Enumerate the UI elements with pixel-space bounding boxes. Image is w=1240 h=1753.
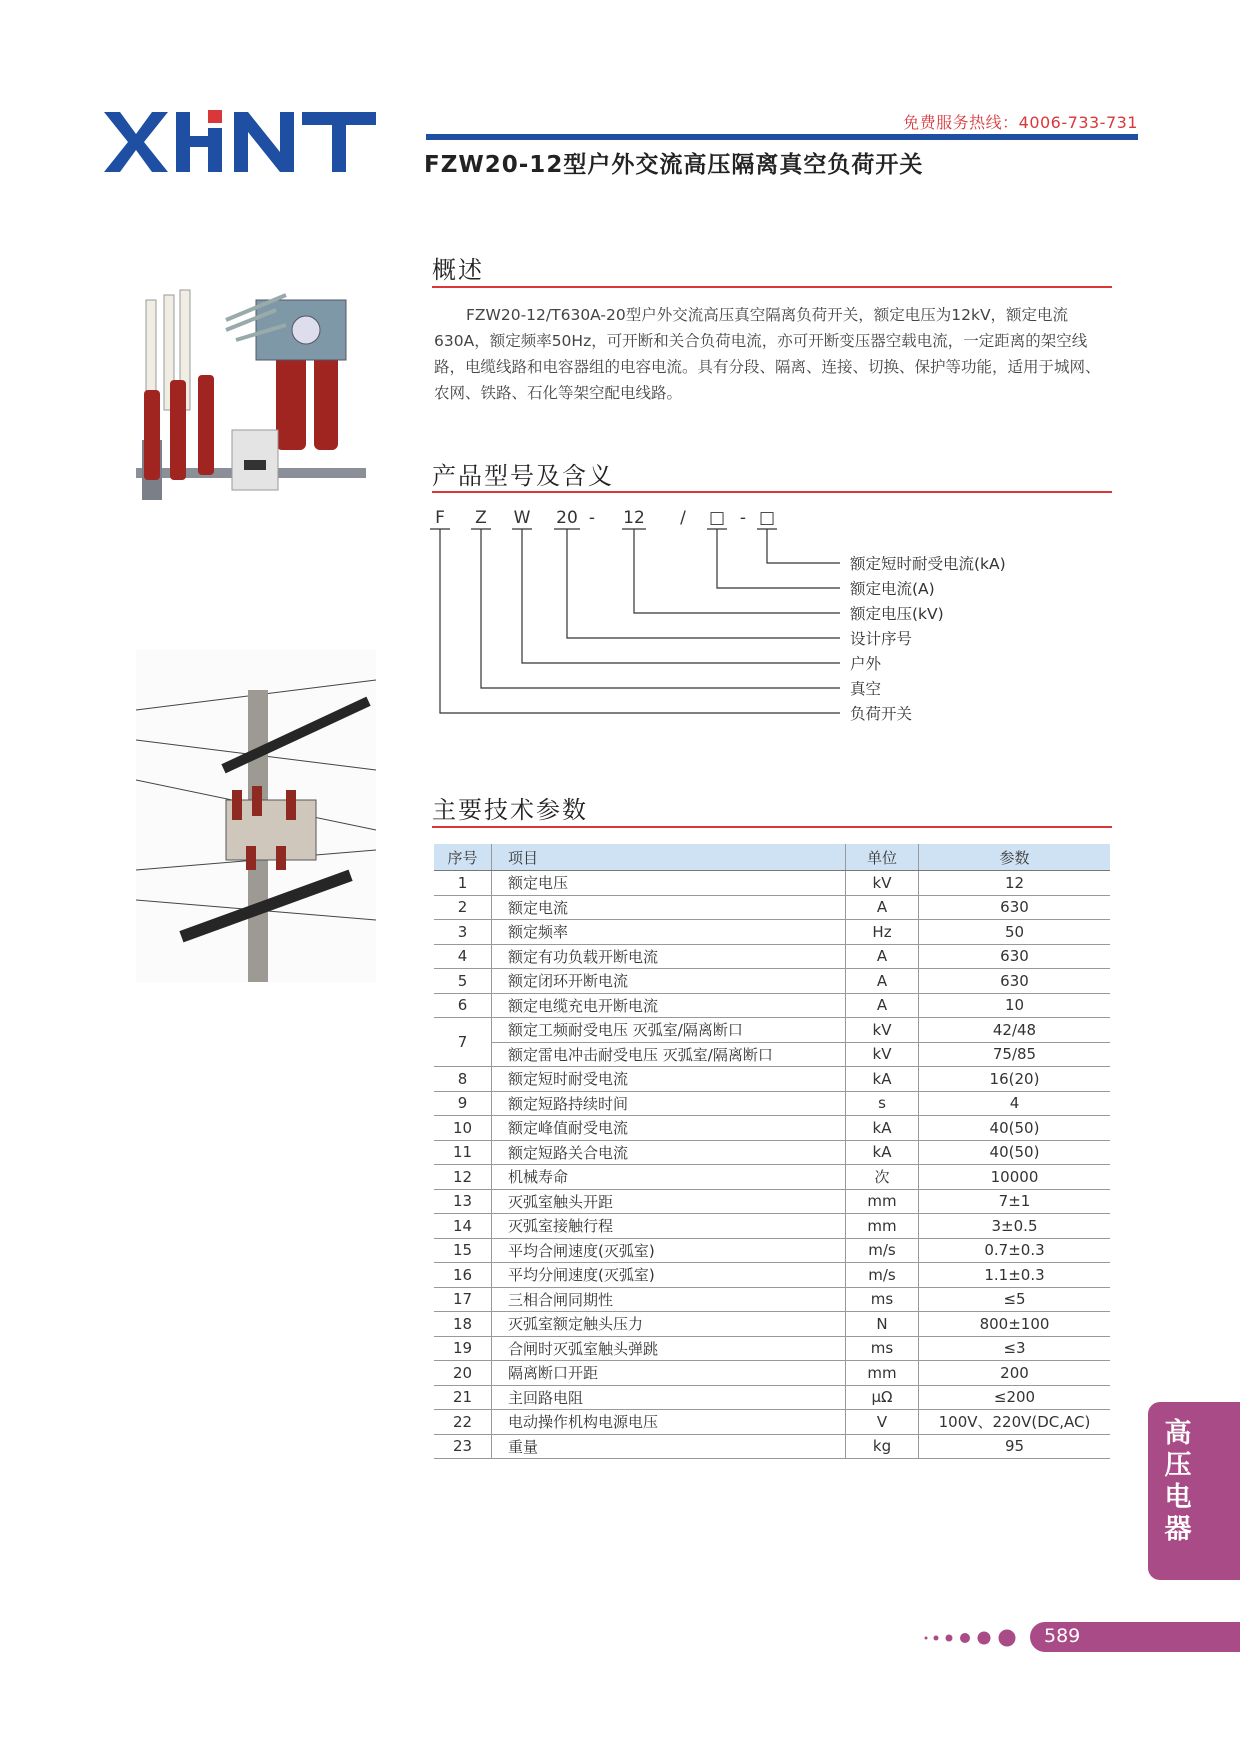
table-row: [434, 1214, 1110, 1239]
row-item: 平均分闸速度(灭弧室): [492, 1263, 846, 1288]
table-row: [434, 1189, 1110, 1214]
row-value: 630: [919, 944, 1111, 969]
row-number: 16: [434, 1263, 492, 1288]
header-rule: [426, 134, 1138, 140]
table-row: [434, 1091, 1110, 1116]
row-number: 12: [434, 1165, 492, 1190]
specs-rule: [432, 826, 1112, 828]
row-item: 额定短时耐受电流: [492, 1067, 846, 1092]
row-number: 22: [434, 1410, 492, 1435]
table-row: [434, 944, 1110, 969]
row-number: 5: [434, 969, 492, 994]
row-value: ≤3: [919, 1336, 1111, 1361]
row-item: 额定短路关合电流: [492, 1140, 846, 1165]
row-unit: μΩ: [846, 1385, 919, 1410]
row-item: 额定短路持续时间: [492, 1091, 846, 1116]
row-item: 灭弧室接触行程: [492, 1214, 846, 1239]
row-unit: mm: [846, 1361, 919, 1386]
row-value: 0.7±0.3: [919, 1238, 1111, 1263]
row-unit: ms: [846, 1287, 919, 1312]
model-label-rated-current: 额定电流(A): [850, 580, 935, 598]
table-row: [434, 1165, 1110, 1190]
table-row: [434, 1238, 1110, 1263]
specs-heading: 主要技术参数: [432, 796, 588, 824]
table-row: [434, 1067, 1110, 1092]
row-item: 额定频率: [492, 920, 846, 945]
model-code-dash-2: -: [739, 508, 747, 528]
row-number: 19: [434, 1336, 492, 1361]
row-number: 21: [434, 1385, 492, 1410]
row-number: 1: [434, 871, 492, 896]
row-unit: A: [846, 993, 919, 1018]
row-number: 17: [434, 1287, 492, 1312]
row-unit: 次: [846, 1165, 919, 1190]
row-item: 三相合闸同期性: [492, 1287, 846, 1312]
row-value: 12: [919, 871, 1111, 896]
row-value: 16(20): [919, 1067, 1111, 1092]
row-item: 灭弧室额定触头压力: [492, 1312, 846, 1337]
model-code-12: 12: [623, 508, 645, 528]
svg-text:XHNT: XHNT: [104, 108, 107, 109]
table-row: [434, 969, 1110, 994]
row-item: 额定电压: [492, 871, 846, 896]
page-number: 589: [1044, 1625, 1081, 1647]
row-unit: mm: [846, 1189, 919, 1214]
row-item: 灭弧室触头开距: [492, 1189, 846, 1214]
table-row: [434, 993, 1110, 1018]
row-number: 18: [434, 1312, 492, 1337]
model-label-load-switch: 负荷开关: [850, 705, 913, 723]
table-row: [434, 1410, 1110, 1435]
row-item: 额定峰值耐受电流: [492, 1116, 846, 1141]
model-code-slash: /: [680, 508, 686, 528]
col-header-value: 参数: [919, 844, 1111, 871]
row-number: 13: [434, 1189, 492, 1214]
row-item: 额定电流: [492, 895, 846, 920]
model-heading: 产品型号及含义: [432, 462, 614, 490]
table-row: [434, 1140, 1110, 1165]
row-unit: A: [846, 969, 919, 994]
row-value: 7±1: [919, 1189, 1111, 1214]
row-unit: mm: [846, 1214, 919, 1239]
row-unit: kA: [846, 1067, 919, 1092]
row-item: 电动操作机构电源电压: [492, 1410, 846, 1435]
row-unit: A: [846, 895, 919, 920]
row-item: 重量: [492, 1434, 846, 1459]
table-row: [434, 920, 1110, 945]
row-unit: Hz: [846, 920, 919, 945]
row-value: 42/48: [919, 1018, 1111, 1043]
model-rule: [432, 491, 1112, 493]
row-number: 7: [434, 1018, 492, 1067]
row-value: 1.1±0.3: [919, 1263, 1111, 1288]
overview-rule: [432, 286, 1112, 288]
row-number: 3: [434, 920, 492, 945]
row-value: 40(50): [919, 1116, 1111, 1141]
table-row: [434, 1018, 1110, 1043]
table-row: [434, 895, 1110, 920]
table-row: [434, 1263, 1110, 1288]
load-switch-photo: [136, 280, 382, 550]
category-side-tab: [1148, 1402, 1240, 1580]
row-value: 100V、220V(DC,AC): [919, 1410, 1111, 1435]
model-code-20: 20: [556, 508, 578, 528]
row-value: 630: [919, 969, 1111, 994]
table-row: [434, 1116, 1110, 1141]
category-side-tab-label: 高 压 电 器: [1164, 1418, 1192, 1545]
row-number: 23: [434, 1434, 492, 1459]
table-row: [434, 1361, 1110, 1386]
spec-table: [434, 844, 1110, 1459]
row-number: 14: [434, 1214, 492, 1239]
row-value: 95: [919, 1434, 1111, 1459]
row-unit: V: [846, 1410, 919, 1435]
row-unit: kg: [846, 1434, 919, 1459]
row-unit: N: [846, 1312, 919, 1337]
model-code-current-box: □: [708, 508, 726, 528]
row-item: 额定有功负载开断电流: [492, 944, 846, 969]
model-code-dash-1: -: [588, 508, 596, 528]
table-header-row: [434, 844, 1110, 871]
row-item: 主回路电阻: [492, 1385, 846, 1410]
spec-table-body: [434, 871, 1110, 1459]
row-number: 15: [434, 1238, 492, 1263]
row-item: 额定雷电冲击耐受电压 灭弧室/隔离断口: [492, 1042, 846, 1067]
model-label-vacuum: 真空: [850, 680, 882, 698]
col-header-unit: 单位: [846, 844, 919, 871]
col-header-item: 项目: [492, 844, 846, 871]
row-item: 额定闭环开断电流: [492, 969, 846, 994]
row-number: 11: [434, 1140, 492, 1165]
row-unit: kA: [846, 1116, 919, 1141]
row-item: 机械寿命: [492, 1165, 846, 1190]
row-number: 4: [434, 944, 492, 969]
model-label-short-time-current: 额定短时耐受电流(kA): [850, 555, 1006, 573]
col-header-no: 序号: [434, 844, 492, 871]
row-item: 平均合闸速度(灭弧室): [492, 1238, 846, 1263]
row-value: 40(50): [919, 1140, 1111, 1165]
row-value: 3±0.5: [919, 1214, 1111, 1239]
row-value: ≤200: [919, 1385, 1111, 1410]
model-label-outdoor: 户外: [850, 655, 882, 673]
row-unit: s: [846, 1091, 919, 1116]
row-item: 额定电缆充电开断电流: [492, 993, 846, 1018]
table-row: [434, 1312, 1110, 1337]
model-label-design-number: 设计序号: [850, 630, 913, 648]
row-value: 630: [919, 895, 1111, 920]
row-value: 800±100: [919, 1312, 1111, 1337]
row-unit: m/s: [846, 1238, 919, 1263]
overview-heading: 概述: [432, 256, 484, 284]
row-value: 10000: [919, 1165, 1111, 1190]
model-code-w: W: [513, 508, 531, 528]
pole-mounted-switch-photo: [136, 650, 376, 982]
row-item: 隔离断口开距: [492, 1361, 846, 1386]
row-number: 20: [434, 1361, 492, 1386]
page-title: FZW20-12型户外交流高压隔离真空负荷开关: [424, 152, 924, 178]
table-row: [434, 1336, 1110, 1361]
row-number: 9: [434, 1091, 492, 1116]
page-number-pill: [1030, 1622, 1240, 1652]
row-unit: A: [846, 944, 919, 969]
table-row: [434, 871, 1110, 896]
row-number: 10: [434, 1116, 492, 1141]
row-value: ≤5: [919, 1287, 1111, 1312]
row-number: 8: [434, 1067, 492, 1092]
model-code-short-time-box: □: [758, 508, 776, 528]
row-value: 10: [919, 993, 1111, 1018]
row-value: 4: [919, 1091, 1111, 1116]
row-unit: ms: [846, 1336, 919, 1361]
page-dots-decoration: [922, 1624, 1032, 1652]
row-item: 合闸时灭弧室触头弹跳: [492, 1336, 846, 1361]
row-unit: kA: [846, 1140, 919, 1165]
model-code-f: F: [435, 508, 445, 528]
row-unit: kV: [846, 1042, 919, 1067]
model-code-diagram: [430, 505, 1130, 745]
row-unit: m/s: [846, 1263, 919, 1288]
table-row: [434, 1385, 1110, 1410]
row-number: 6: [434, 993, 492, 1018]
row-number: 2: [434, 895, 492, 920]
overview-paragraph: FZW20-12/T630A-20型户外交流高压真空隔离负荷开关，额定电压为12kV，额定电流630A，额定频率50Hz，可开断和关合负荷电流，亦可开断变压器空载电流，一定距离的架空线路，电缆线路和电容器组的电容电流。具有分段、隔离、连接、切换、保护等功能，适用于城网、农网、铁路、石化等架空配电线路。: [434, 306, 1101, 402]
row-item: 额定工频耐受电压 灭弧室/隔离断口: [492, 1018, 846, 1043]
row-value: 50: [919, 920, 1111, 945]
row-unit: kV: [846, 1018, 919, 1043]
table-row: [434, 1042, 1110, 1067]
xhnt-logo: [104, 108, 384, 176]
table-row: [434, 1287, 1110, 1312]
row-unit: kV: [846, 871, 919, 896]
model-label-rated-voltage: 额定电压(kV): [850, 605, 944, 623]
row-value: 75/85: [919, 1042, 1111, 1067]
table-row: [434, 1434, 1110, 1459]
row-value: 200: [919, 1361, 1111, 1386]
service-hotline: 免费服务热线：4006-733-731: [903, 113, 1138, 132]
model-code-z: Z: [475, 508, 487, 528]
